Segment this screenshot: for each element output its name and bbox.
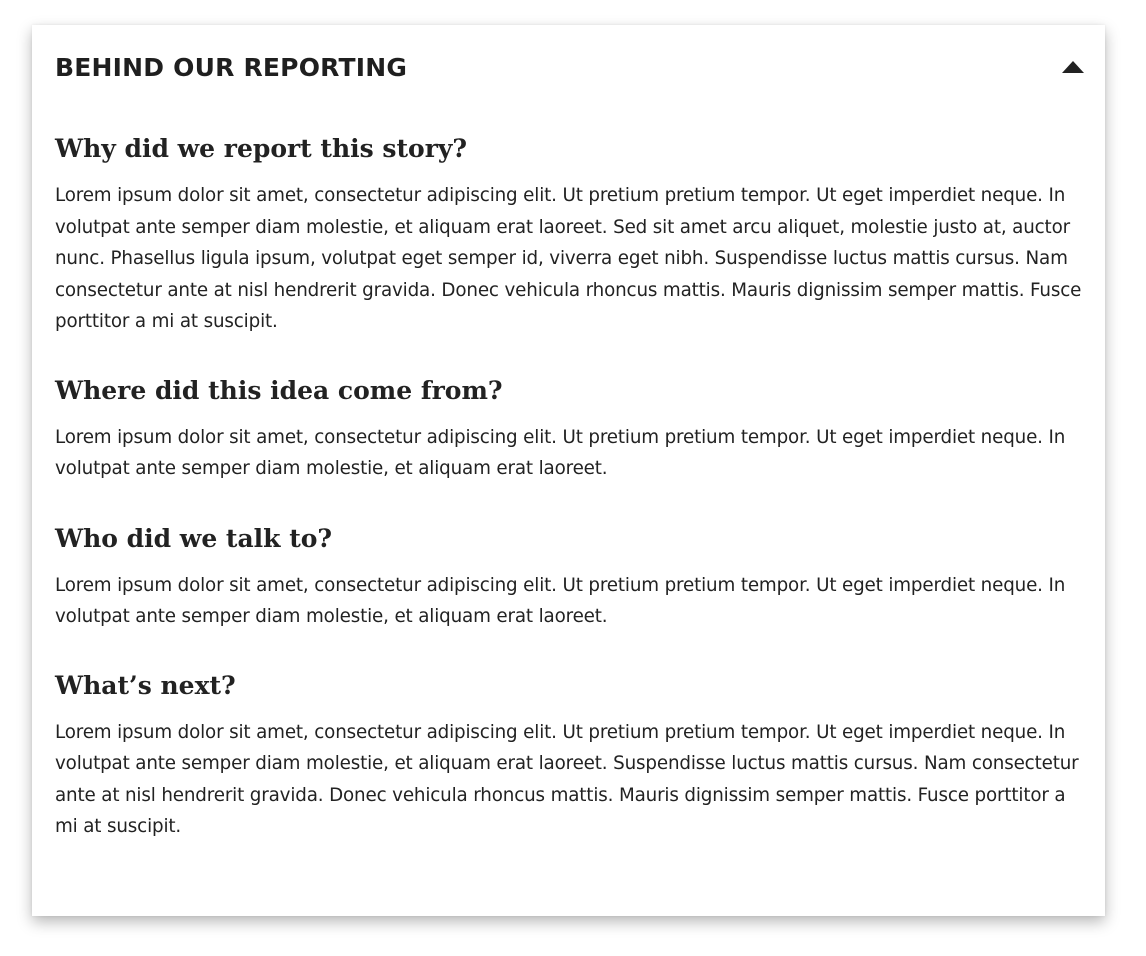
- section-body: Lorem ipsum dolor sit amet, consectetur adipiscing elit. Ut pretium pretium tempor. Ut eget imperdiet neque. In volutpat ante semper diam molestie, et aliquam erat laoreet. Sed sit amet arcu aliquet, molestie justo at, auctor nunc. Phasellus ligula ipsum, volutpat eget semper id, viverra eget nibh. Suspendisse luctus mattis cursus. Nam consectetur ante at nisl hendrerit gravida. Donec vehicula rhoncus mattis. Mauris dignissim semper mattis. Fusce porttitor a mi at suscipit.: [55, 185, 1082, 332]
- section-body: Lorem ipsum dolor sit amet, consectetur adipiscing elit. Ut pretium pretium tempor. Ut eget imperdiet neque. In volutpat ante semper diam molestie, et aliquam erat laoreet.: [55, 426, 1066, 479]
- section-question: Why did we report this story?: [55, 134, 468, 163]
- section-who: [55, 485, 1082, 633]
- panel-header[interactable]: [55, 25, 1082, 109]
- caret-up-icon: [1061, 60, 1085, 74]
- section-question: Who did we talk to?: [55, 523, 333, 553]
- section-body: Lorem ipsum dolor sit amet, consectetur adipiscing elit. Ut pretium pretium tempor. Ut eget imperdiet neque. In volutpat ante semper diam molestie, et aliquam erat laoreet.: [55, 574, 1066, 627]
- section-question: Where did this idea come from?: [55, 375, 503, 405]
- collapse-toggle-button[interactable]: [1060, 54, 1086, 80]
- section-where: [55, 338, 1082, 485]
- section-why: [55, 109, 1082, 338]
- panel-title: BEHIND OUR REPORTING: [55, 52, 408, 82]
- section-next: [55, 633, 1082, 843]
- behind-our-reporting-panel: [32, 25, 1105, 916]
- section-question: What’s next?: [55, 670, 236, 700]
- section-body: Lorem ipsum dolor sit amet, consectetur adipiscing elit. Ut pretium pretium tempor. Ut eget imperdiet neque. In volutpat ante semper diam molestie, et aliquam erat laoreet. Suspendisse luctus mattis cursus. Nam consectetur ante at nisl hendrerit gravida. Donec vehicula rhoncus mattis. Mauris dignissim semper mattis. Fusce porttitor a mi at suscipit.: [55, 721, 1079, 837]
